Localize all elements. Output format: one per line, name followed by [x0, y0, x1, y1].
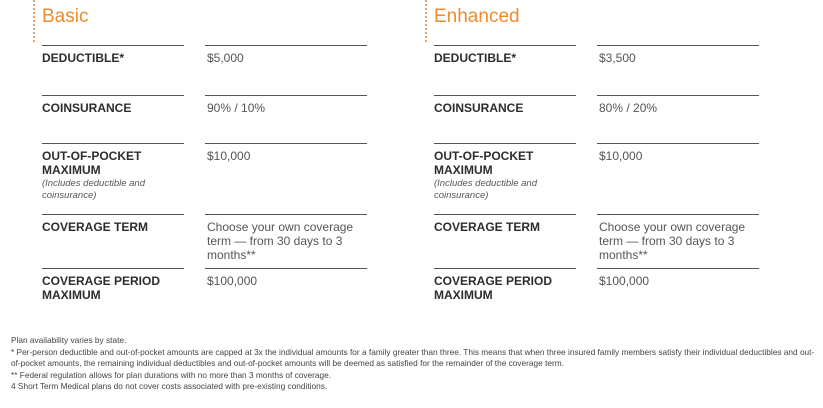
rule [434, 95, 576, 96]
rule [205, 143, 367, 144]
row-label: COVERAGE PERIOD MAXIMUM [42, 274, 161, 302]
rule [597, 214, 759, 215]
footnote-per-person: * Per-person deductible and out-of-pocket amounts are capped at 3x the individual amounts for a family greater than three. This means that when three insured family members satisfy their individual deductibles and out-of-pocket amounts, the remaining individual deductibles and out-of-pocket amounts will be deemed as satisfied for the remainder of the coverage term. [11, 346, 815, 368]
row-value: $10,000 [207, 149, 251, 163]
footnote-preexisting: 4 Short Term Medical plans do not cover costs associated with pre-existing conditions. [11, 381, 328, 391]
row-label: COVERAGE TERM [434, 220, 541, 234]
row-value: 80% / 20% [599, 101, 658, 115]
row-label-block [42, 149, 182, 202]
plan-basic [0, 0, 360, 315]
rule [434, 214, 576, 215]
row-label: COVERAGE TERM [42, 220, 149, 234]
rule [205, 95, 367, 96]
row-note: (Includes deductible and coinsurance) [434, 178, 537, 201]
dotted-divider [33, 0, 35, 42]
plan-title: Basic [42, 6, 89, 27]
footnote-availability: Plan availability varies by state. [11, 335, 127, 345]
row-value: $3,500 [599, 51, 636, 65]
row-value: $100,000 [599, 274, 650, 288]
row-value: Choose your own coverage term — from 30 days to 3 months** [599, 220, 746, 262]
row-label: COINSURANCE [434, 101, 524, 115]
row-label: COINSURANCE [42, 101, 132, 115]
plan-enhanced [392, 0, 752, 315]
row-label-block [434, 149, 574, 202]
row-label: OUT-OF-POCKET MAXIMUM [42, 149, 142, 177]
rule [597, 268, 759, 269]
row-label: OUT-OF-POCKET MAXIMUM [434, 149, 534, 177]
rule [434, 143, 576, 144]
footnote-federal: ** Federal regulation allows for plan durations with no more than 3 months of coverage. [11, 369, 332, 380]
row-value: $100,000 [207, 274, 258, 288]
rule [205, 214, 367, 215]
row-value: 90% / 10% [207, 101, 266, 115]
rule [42, 45, 184, 46]
rule [205, 45, 367, 46]
plan-title: Enhanced [434, 6, 520, 27]
row-label: DEDUCTIBLE* [434, 51, 517, 65]
row-value: $10,000 [599, 149, 643, 163]
dotted-divider [425, 0, 427, 42]
row-value: $5,000 [207, 51, 244, 65]
rule [597, 143, 759, 144]
rule [42, 214, 184, 215]
row-label: COVERAGE PERIOD MAXIMUM [434, 274, 553, 302]
rule [434, 268, 576, 269]
row-note: (Includes deductible and coinsurance) [42, 178, 145, 201]
rule [42, 268, 184, 269]
row-label: DEDUCTIBLE* [42, 51, 125, 65]
rule [434, 45, 576, 46]
rule [597, 95, 759, 96]
footnotes [11, 335, 816, 393]
rule [42, 95, 184, 96]
rule [42, 143, 184, 144]
row-value: Choose your own coverage term — from 30 days to 3 months** [207, 220, 354, 262]
rule [597, 45, 759, 46]
rule [205, 268, 367, 269]
